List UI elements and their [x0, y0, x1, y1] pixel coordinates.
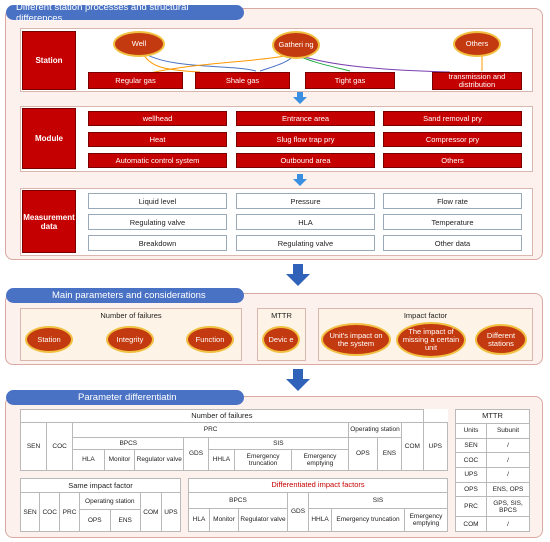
- diff-impact-title: Differentiated impact factors: [189, 479, 448, 493]
- measurement-breakdown: Breakdown: [88, 235, 227, 251]
- failures-station-oval: Station: [25, 326, 73, 353]
- cell-sen: SEN: [21, 422, 47, 470]
- module-compressor: Compressor pry: [383, 132, 522, 147]
- same-impact-wrap: [20, 478, 181, 532]
- module-outbound-area: Outbound area: [236, 153, 375, 168]
- cell-prc: PRC: [73, 422, 349, 437]
- mttr-row-subunit: /: [487, 438, 530, 453]
- module-automatic-control: Automatic control system: [88, 153, 227, 168]
- measurement-liquid-level: Liquid level: [88, 193, 227, 209]
- same-cell-sen: SEN: [21, 493, 40, 532]
- diff-cell-monitor: Monitor: [210, 508, 239, 531]
- same-cell-ops: OPS: [79, 510, 110, 532]
- station-type-regular: Regular gas: [88, 72, 183, 89]
- cell-hla: HLA: [73, 449, 104, 470]
- diff-cell-hla: HLA: [189, 508, 210, 531]
- mttr-table-title: MTTR: [456, 410, 530, 424]
- same-impact-title: Same impact factor: [21, 479, 181, 493]
- mttr-device-oval: Devic e: [262, 326, 300, 353]
- cell-coc: COC: [47, 422, 73, 470]
- cell-sis: SIS: [208, 437, 348, 449]
- cell-operating-station: Operating station: [348, 422, 401, 437]
- mttr-row-subunit: /: [487, 517, 530, 532]
- module-slug-flow: Slug flow trap pry: [236, 132, 375, 147]
- section2-title: [6, 288, 244, 303]
- diff-cell-regulator-valve: Regulator valve: [239, 508, 288, 531]
- module-heat: Heat: [88, 132, 227, 147]
- measurement-pressure: Pressure: [236, 193, 375, 209]
- impact-unit-oval: Unit's impact on the system: [321, 323, 391, 356]
- mttr-header-subunit: Subunit: [487, 424, 530, 439]
- mttr-row-subunit: GPS, SIS, BPCS: [487, 497, 530, 517]
- diff-impact-wrap: [188, 478, 448, 532]
- mttr-table-wrap: [455, 409, 530, 532]
- diff-cell-hhla: HHLA: [309, 508, 332, 531]
- diff-cell-emergency-truncation: Emergency truncation: [332, 508, 405, 531]
- diff-cell-bpcs: BPCS: [189, 492, 288, 508]
- module-entrance-area: Entrance area: [236, 111, 375, 126]
- measurement-other-data: Other data: [383, 235, 522, 251]
- failures-function-oval: Function: [186, 326, 234, 353]
- well-oval: Well: [113, 31, 165, 57]
- station-label: Station: [22, 31, 76, 90]
- mttr-row-unit: PRC: [456, 497, 487, 517]
- cell-ops: OPS: [348, 437, 377, 470]
- station-type-transmission: transmission and distribution: [432, 72, 522, 90]
- mttr-table: [455, 409, 530, 532]
- cell-regulator-valve: Regulator valve: [135, 449, 184, 470]
- cell-ups: UPS: [423, 422, 447, 470]
- measurement-temperature: Temperature: [383, 214, 522, 230]
- measurement-hla: HLA: [236, 214, 375, 230]
- failures-table-wrap: [20, 409, 448, 471]
- failures-table-title: Number of failures: [21, 410, 424, 423]
- station-type-tight: Tight gas: [305, 72, 395, 89]
- same-cell-com: COM: [140, 493, 161, 532]
- section3-title-text: Parameter differentiatin: [78, 392, 177, 403]
- module-others: Others: [383, 153, 522, 168]
- same-cell-prc: PRC: [60, 493, 79, 532]
- mttr-title: MTTR: [271, 311, 292, 320]
- same-cell-ens: ENS: [110, 510, 140, 532]
- cell-monitor: Monitor: [104, 449, 134, 470]
- mttr-row-unit: COM: [456, 517, 487, 532]
- section2-title-text: Main parameters and considerations: [52, 290, 206, 301]
- cell-ens: ENS: [377, 437, 401, 470]
- mttr-header-units: Units: [456, 424, 487, 439]
- module-label: Module: [22, 108, 76, 169]
- same-cell-ups: UPS: [161, 493, 180, 532]
- down-arrow-icon: [293, 174, 307, 186]
- diff-impact-table: [188, 478, 448, 532]
- mttr-row-subunit: /: [487, 467, 530, 482]
- down-arrow-icon: [293, 92, 307, 104]
- diff-cell-gds: GDS: [288, 492, 309, 531]
- module-wellhead: wellhead: [88, 111, 227, 126]
- mttr-row-subunit: ENS, OPS: [487, 482, 530, 497]
- section1-title: Different station processes and structural differences: [6, 5, 244, 20]
- cell-com: COM: [402, 422, 424, 470]
- same-impact-table: [20, 478, 181, 532]
- diff-cell-emergency-emptying: Emergency emptying: [405, 508, 448, 531]
- diff-cell-sis: SIS: [309, 492, 448, 508]
- cell-hhla: HHLA: [208, 449, 234, 470]
- station-type-shale: Shale gas: [195, 72, 290, 89]
- big-down-arrow-icon: [286, 264, 310, 286]
- measurement-flow-rate: Flow rate: [383, 193, 522, 209]
- cell-emergency-truncation: Emergency truncation: [235, 449, 292, 470]
- mttr-row-unit: OPS: [456, 482, 487, 497]
- section3-title: [6, 390, 244, 405]
- cell-gds: GDS: [184, 437, 208, 470]
- cell-bpcs: BPCS: [73, 437, 184, 449]
- others-oval: Others: [453, 31, 501, 57]
- mttr-row-unit: COC: [456, 453, 487, 468]
- same-cell-operating-station: Operating station: [79, 493, 140, 510]
- measurement-regulating-valve: Regulating valve: [88, 214, 227, 230]
- cell-emergency-emptying: Emergency emptying: [292, 449, 349, 470]
- failures-title: Number of failures: [100, 311, 162, 320]
- big-down-arrow-icon: [286, 369, 310, 391]
- impact-stations-oval: Different stations: [475, 324, 527, 355]
- module-sand-removal: Sand removal pry: [383, 111, 522, 126]
- failures-table: [20, 409, 448, 471]
- same-cell-coc: COC: [40, 493, 60, 532]
- mttr-row-unit: SEN: [456, 438, 487, 453]
- impact-title: Impact factor: [403, 311, 448, 320]
- mttr-row-subunit: /: [487, 453, 530, 468]
- gathering-oval: Gatheri ng: [272, 31, 320, 59]
- mttr-row-unit: UPS: [456, 467, 487, 482]
- measurement-regulating-valve-2: Regulating valve: [236, 235, 375, 251]
- measurement-label: Measurement data: [22, 190, 76, 253]
- failures-integrity-oval: Integrity: [106, 326, 154, 353]
- impact-missing-oval: The impact of missing a certain unit: [396, 322, 466, 358]
